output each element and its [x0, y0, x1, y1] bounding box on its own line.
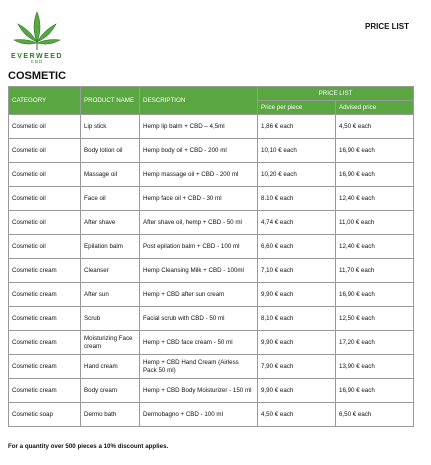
price-cell: 6,60 € each [258, 235, 336, 259]
table-row [9, 211, 414, 235]
advised-price-cell: 16,90 € each [336, 283, 414, 307]
table-row [9, 115, 414, 139]
table-row [9, 379, 414, 403]
header-description: DESCRIPTION [140, 87, 258, 115]
category-cell: Cosmetic oil [9, 211, 81, 235]
category-cell: Cosmetic cream [9, 379, 81, 403]
table-row [9, 235, 414, 259]
description-cell: Post epilation balm + CBD - 100 ml [140, 235, 258, 259]
price-cell: 4,50 € each [258, 403, 336, 427]
description-cell: Hemp face oil + CBD - 30 ml [140, 187, 258, 211]
price-cell: 9,90 € each [258, 379, 336, 403]
product-name-cell: Lip stick [81, 115, 140, 139]
advised-price-cell: 17,20 € each [336, 331, 414, 355]
header-price-per-piece: Price per piece [258, 101, 336, 115]
price-cell: 9,90 € each [258, 331, 336, 355]
product-name-cell: Body cream [81, 379, 140, 403]
table-row [9, 307, 414, 331]
header-price-list: PRICE LIST [258, 87, 414, 101]
category-cell: Cosmetic oil [9, 235, 81, 259]
description-cell: Hemp Cleansing Milk + CBD - 100ml [140, 259, 258, 283]
table-row [9, 163, 414, 187]
advised-price-cell: 13,90 € each [336, 355, 414, 379]
description-cell: Dermobagno + CBD - 100 ml [140, 403, 258, 427]
description-cell: Hemp + CBD Body Moisturizer - 150 ml [140, 379, 258, 403]
product-name-cell: Cleanser [81, 259, 140, 283]
product-name-cell: Moisturizing Face cream [81, 331, 140, 355]
category-cell: Cosmetic cream [9, 283, 81, 307]
price-cell: 7,90 € each [258, 355, 336, 379]
category-cell: Cosmetic oil [9, 187, 81, 211]
advised-price-cell: 16,90 € each [336, 139, 414, 163]
product-name-cell: Face oil [81, 187, 140, 211]
description-cell: Hemp + CBD after sun cream [140, 283, 258, 307]
category-cell: Cosmetic oil [9, 139, 81, 163]
product-name-cell: After shave [81, 211, 140, 235]
description-cell: Hemp + CBD Hand Cream (Airless Pack 50 ml) [140, 355, 258, 379]
product-name-cell: Hand cream [81, 355, 140, 379]
description-cell: After shave oil, hemp + CBD - 50 ml [140, 211, 258, 235]
advised-price-cell: 4,50 € each [336, 115, 414, 139]
product-name-cell: After sun [81, 283, 140, 307]
table-row [9, 283, 414, 307]
advised-price-cell: 11,70 € each [336, 259, 414, 283]
brand-logo [8, 8, 66, 64]
cannabis-leaf-icon [8, 8, 66, 52]
price-cell: 8.10 € each [258, 187, 336, 211]
category-cell: Cosmetic cream [9, 355, 81, 379]
description-cell: Hemp lip balm + CBD – 4,5ml [140, 115, 258, 139]
section-heading: COSMETIC [8, 70, 67, 82]
header-category: CATEGORY [9, 87, 81, 115]
price-cell: 4,74 € each [258, 211, 336, 235]
product-name-cell: Scrub [81, 307, 140, 331]
category-cell: Cosmetic oil [9, 115, 81, 139]
category-cell: Cosmetic cream [9, 307, 81, 331]
advised-price-cell: 6,50 € each [336, 403, 414, 427]
advised-price-cell: 16,90 € each [336, 379, 414, 403]
description-cell: Hemp massage oil + CBD - 200 ml [140, 163, 258, 187]
product-name-cell: Body lotion oil [81, 139, 140, 163]
price-cell: 9,90 € each [258, 283, 336, 307]
table-row [9, 259, 414, 283]
brand-name: EVERWEED [11, 53, 63, 60]
price-cell: 7,10 € each [258, 259, 336, 283]
table-row [9, 403, 414, 427]
advised-price-cell: 12,40 € each [336, 187, 414, 211]
price-cell: 8,10 € each [258, 307, 336, 331]
description-cell: Facial scrub with CBD - 50 ml [140, 307, 258, 331]
price-cell: 10,10 € each [258, 139, 336, 163]
advised-price-cell: 11,00 € each [336, 211, 414, 235]
advised-price-cell: 12,40 € each [336, 235, 414, 259]
table-row [9, 331, 414, 355]
header-advised-price: Advised price [336, 101, 414, 115]
category-cell: Cosmetic soap [9, 403, 81, 427]
brand-subtitle: CBD [30, 59, 44, 64]
advised-price-cell: 16,90 € each [336, 163, 414, 187]
product-name-cell: Massage oil [81, 163, 140, 187]
category-cell: Cosmetic cream [9, 259, 81, 283]
description-cell: Hemp + CBD face cream - 50 ml [140, 331, 258, 355]
product-name-cell: Dermo bath [81, 403, 140, 427]
table-row [9, 139, 414, 163]
page-title: PRICE LIST [364, 22, 409, 31]
table-row [9, 187, 414, 211]
header-product-name: PRODUCT NAME [81, 87, 140, 115]
price-cell: 10,20 € each [258, 163, 336, 187]
table-row [9, 355, 414, 379]
price-cell: 1,86 € each [258, 115, 336, 139]
price-table [8, 86, 414, 427]
description-cell: Hemp body oil + CBD - 200 ml [140, 139, 258, 163]
category-cell: Cosmetic oil [9, 163, 81, 187]
advised-price-cell: 12,50 € each [336, 307, 414, 331]
discount-footnote: For a quantity over 500 pieces a 10% discount applies. [8, 443, 169, 450]
product-name-cell: Epilation balm [81, 235, 140, 259]
category-cell: Cosmetic cream [9, 331, 81, 355]
